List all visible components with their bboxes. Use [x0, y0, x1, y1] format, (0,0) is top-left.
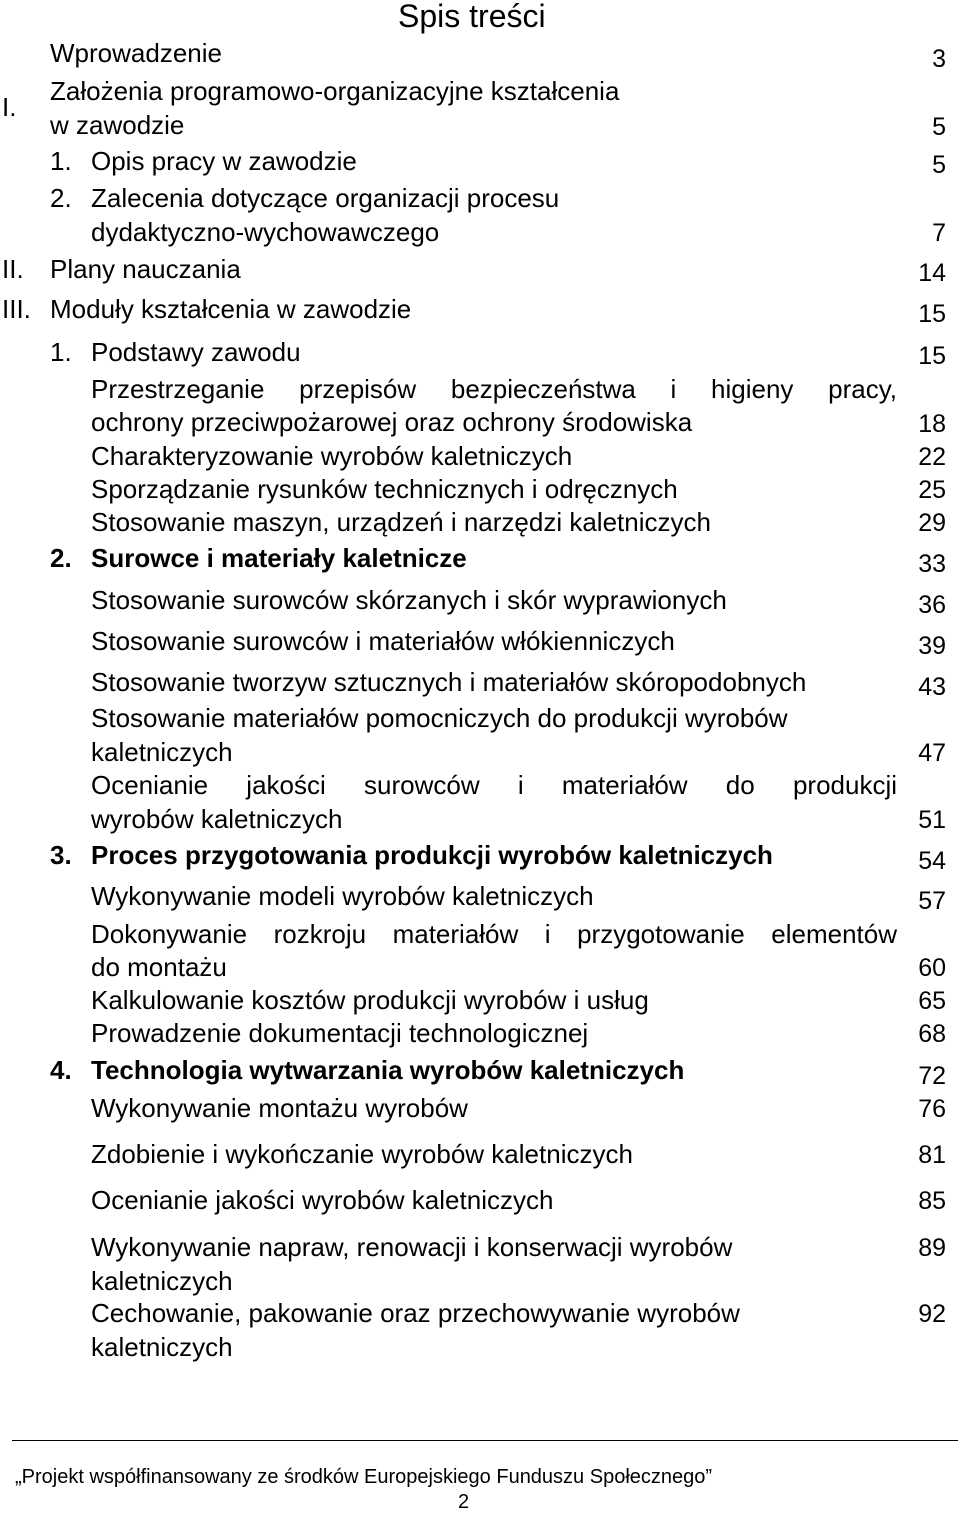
section-3-title: Moduły kształcenia w zawodzie [50, 294, 412, 324]
module-2-unit-5-page: 51 [918, 806, 946, 834]
module-4-unit-4-line1: Wykonywanie napraw, renowacji i konserwacji wyrobów [91, 1232, 733, 1262]
module-4-unit-2-page: 81 [918, 1141, 946, 1169]
module-4-unit-1-page: 76 [918, 1095, 946, 1123]
module-2-page: 33 [918, 550, 946, 578]
module-2-unit-3-label: Stosowanie tworzyw sztucznych i materiałów skóropodobnych [91, 667, 807, 697]
module-1-unit-2-page: 22 [918, 443, 946, 471]
module-1-unit-2-label: Charakteryzowanie wyrobów kaletniczych [91, 441, 573, 471]
module-3-unit-3-page: 65 [918, 987, 946, 1015]
section-numeral-1: I. [2, 92, 17, 122]
module-1-unit-3-page: 25 [918, 476, 946, 504]
module-4-unit-4-page: 89 [918, 1234, 946, 1262]
module-1-unit-1-line2: ochrony przeciwpożarowej oraz ochrony środowiska [91, 407, 693, 437]
page-title: Spis treści [398, 0, 546, 34]
module-4-unit-4-line2: kaletniczych [91, 1266, 233, 1296]
module-2-unit-2-page: 39 [918, 632, 946, 660]
module-2-unit-4-page: 47 [918, 739, 946, 767]
module-3-unit-2-line1: Dokonywanie rozkroju materiałów i przygotowanie elementów [91, 919, 897, 949]
module-2-unit-1-page: 36 [918, 591, 946, 619]
section-1-title-line2: w zawodzie [50, 110, 185, 140]
module-1-unit-4-page: 29 [918, 509, 946, 537]
module-1-unit-3-label: Sporządzanie rysunków technicznych i odręcznych [91, 474, 678, 504]
module-2-unit-2-label: Stosowanie surowców i materiałów włókienniczych [91, 626, 675, 656]
section-1-item-2-num: 2. [50, 183, 72, 213]
module-2-unit-4-line2: kaletniczych [91, 737, 233, 767]
module-3-unit-2-line2: do montażu [91, 952, 227, 982]
module-1-page: 15 [918, 342, 946, 370]
footer-divider [12, 1440, 958, 1441]
section-1-item-2-line2: dydaktyczno-wychowawczego [91, 217, 440, 247]
section-1-item-1-num: 1. [50, 146, 72, 176]
section-numeral-3: III. [2, 294, 31, 324]
module-4-unit-2-label: Zdobienie i wykończanie wyrobów kaletniczych [91, 1139, 633, 1169]
module-3-page: 54 [918, 847, 946, 875]
module-4-unit-5-page: 92 [918, 1300, 946, 1328]
section-2-page: 14 [918, 259, 946, 287]
footer-text: „Projekt współfinansowany ze środków Europejskiego Funduszu Społecznego” [15, 1466, 713, 1488]
section-2-title: Plany nauczania [50, 254, 241, 284]
module-3-unit-4-page: 68 [918, 1020, 946, 1048]
module-4-unit-3-label: Ocenianie jakości wyrobów kaletniczych [91, 1185, 554, 1215]
module-2-unit-3-page: 43 [918, 673, 946, 701]
section-1-title-line1: Założenia programowo-organizacyjne kształcenia [50, 76, 620, 106]
page-number: 2 [458, 1491, 470, 1513]
module-1-title: Podstawy zawodu [91, 337, 301, 367]
module-2-unit-5-line1: Ocenianie jakości surowców i materiałów do produkcji [91, 770, 897, 800]
module-1-unit-1-page: 18 [918, 410, 946, 438]
module-2-title: Surowce i materiały kaletnicze [91, 543, 467, 573]
module-1-unit-4-label: Stosowanie maszyn, urządzeń i narzędzi kaletniczych [91, 507, 711, 537]
module-3-num: 3. [50, 840, 72, 870]
module-3-title: Proces przygotowania produkcji wyrobów kaletniczych [91, 840, 773, 870]
toc-entry-intro-page: 3 [932, 45, 946, 73]
module-3-unit-4-label: Prowadzenie dokumentacji technologicznej [91, 1018, 589, 1048]
module-2-num: 2. [50, 543, 72, 573]
module-3-unit-2-page: 60 [918, 954, 946, 982]
section-1-item-1-label: Opis pracy w zawodzie [91, 146, 357, 176]
module-2-unit-4-line1: Stosowanie materiałów pomocniczych do produkcji wyrobów [91, 703, 788, 733]
section-3-page: 15 [918, 300, 946, 328]
module-3-unit-1-page: 57 [918, 887, 946, 915]
module-4-num: 4. [50, 1055, 72, 1085]
module-4-title: Technologia wytwarzania wyrobów kaletniczych [91, 1055, 685, 1085]
module-4-unit-5-line2: kaletniczych [91, 1332, 233, 1362]
module-4-page: 72 [918, 1062, 946, 1090]
module-4-unit-1-label: Wykonywanie montażu wyrobów [91, 1093, 468, 1123]
module-2-unit-1-label: Stosowanie surowców skórzanych i skór wyprawionych [91, 585, 727, 615]
section-1-page: 5 [932, 113, 946, 141]
section-1-item-2-page: 7 [932, 219, 946, 247]
section-1-item-2-line1: Zalecenia dotyczące organizacji procesu [91, 183, 560, 213]
module-3-unit-1-label: Wykonywanie modeli wyrobów kaletniczych [91, 881, 594, 911]
module-1-unit-1-line1: Przestrzeganie przepisów bezpieczeństwa i higieny pracy, [91, 374, 897, 404]
module-4-unit-3-page: 85 [918, 1187, 946, 1215]
module-2-unit-5-line2: wyrobów kaletniczych [91, 804, 343, 834]
module-3-unit-3-label: Kalkulowanie kosztów produkcji wyrobów i usług [91, 985, 649, 1015]
module-4-unit-5-line1: Cechowanie, pakowanie oraz przechowywanie wyrobów [91, 1298, 740, 1328]
toc-entry-intro-label: Wprowadzenie [50, 38, 222, 68]
section-1-item-1-page: 5 [932, 151, 946, 179]
section-numeral-2: II. [2, 254, 24, 284]
module-1-num: 1. [50, 337, 72, 367]
